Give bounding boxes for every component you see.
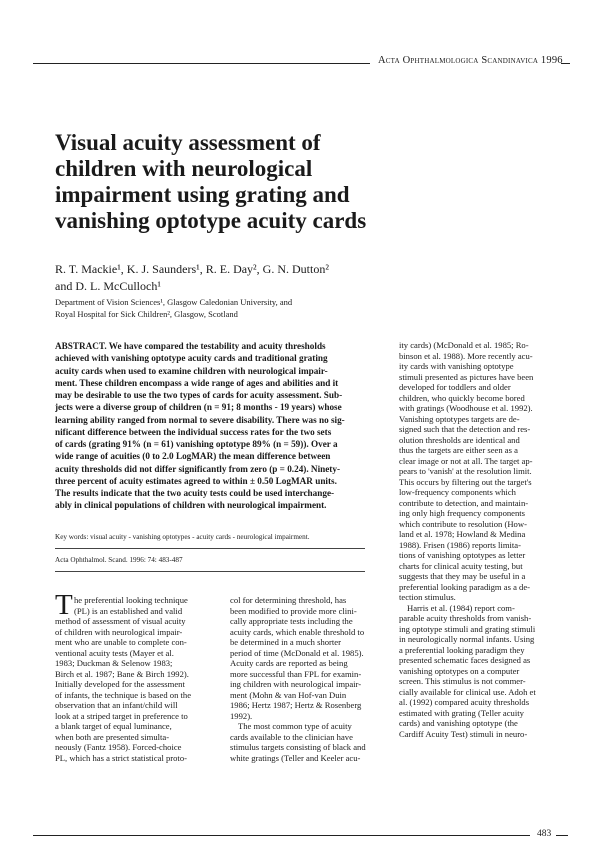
body-line: ing children with neurological impair-: [230, 679, 362, 689]
abstract-line: ABSTRACT. We have compared the testability and acuity thresholds: [55, 341, 326, 351]
body-line: neously (Fantz 1958). Forced-choice: [55, 742, 182, 752]
body-line: be determined in a much shorter: [230, 637, 341, 647]
body-line: cally appropriate tests including the: [230, 616, 353, 626]
body-line: ment (Mohn & van Hof-van Duin: [230, 689, 347, 700]
body-line: cially available for clinical use. Adoh et: [399, 686, 536, 697]
body-line: low-frequency components which: [399, 487, 516, 497]
authors: [55, 261, 329, 294]
abstract-line: achieved with vanishing optotype acuity cards and traditional grating: [55, 353, 328, 364]
body-line: Birch et al. 1987; Bane & Birch 1992).: [55, 668, 189, 679]
body-line: presented schematic faces designed as: [399, 655, 531, 665]
body-line: 1986; Hertz 1987; Hertz & Rosenberg: [230, 700, 362, 710]
keywords: Key words: visual acuity - vanishing optotypes - acuity cards - neurological impairment.: [55, 533, 310, 541]
title-line: impairment using grating and: [55, 182, 350, 207]
body-line: look at a striped target in preference to: [55, 710, 188, 721]
authors-line: R. T. Mackie¹, K. J. Saunders¹, R. E. Day², G. N. Dutton²: [55, 262, 329, 276]
footer-rule: [33, 835, 530, 836]
body-line: estimated with grating (Teller acuity: [399, 707, 524, 718]
abstract-line: acuity cards when used to examine children with neurological impair-: [55, 365, 328, 376]
body-line: acuity cards, which enable threshold to: [230, 626, 365, 637]
body-line: parable acuity thresholds from vanish-: [399, 613, 532, 623]
affiliations: [55, 297, 292, 320]
body-line: suggests that they may be useful in a: [399, 571, 526, 581]
body-line: of children with neurological impair-: [55, 626, 183, 637]
body-line: olution thresholds are identical and: [399, 434, 520, 445]
body-line: binson et al. 1988). More recently acu-: [399, 350, 533, 361]
abstract-line: jects were a diverse group of children (n = 91; 8 months - 19 years) whose: [55, 402, 342, 413]
body-line: land et al. 1978; Howland & Medina: [399, 529, 526, 539]
abstract-line: learning ability ranged from normal to severe disability. There was no sig-: [55, 414, 345, 425]
body-line: thus the targets are either seen as a: [399, 445, 518, 455]
body-line: PL, which has a strict statistical proto-: [55, 752, 187, 763]
body-line: col for determining threshold, has: [230, 595, 347, 605]
body-column-1: [55, 595, 225, 763]
body-line: The most common type of acuity: [238, 721, 352, 731]
title-line: children with neurological: [55, 156, 313, 181]
body-column-3: [399, 340, 539, 739]
body-line: developed for toddlers and older: [399, 382, 511, 392]
body-line: with gratings (Woodhouse et al. 1992).: [399, 403, 533, 413]
keywords-rule: [55, 548, 365, 549]
journal-reference: Acta Ophthalmol. Scand. 1996: 74: 483-487: [55, 556, 183, 564]
body-line: tection stimulus.: [399, 592, 456, 602]
body-line: children, who quickly become bored: [399, 392, 525, 403]
body-line: pears to 'vanish' at the resolution limit.: [399, 466, 532, 476]
body-line: charts for clinical acuity testing, but: [399, 560, 523, 571]
body-line: This occurs by filtering out the target's: [399, 476, 532, 487]
body-line: ventional acuity tests (Mayer et al.: [55, 647, 174, 658]
abstract-line: The results indicate that the two acuity tests could be used interchange-: [55, 488, 335, 498]
drop-cap: T: [55, 589, 73, 621]
body-line: ing optotype stimuli and grating stimuli: [399, 623, 536, 634]
affiliation-line: Royal Hospital for Sick Children², Glasgow, Scotland: [55, 308, 238, 319]
body-line: 1983; Duckman & Selenow 1983;: [55, 658, 173, 668]
abstract-line: nificant difference between the individual success rates for the two sets: [55, 426, 332, 437]
abstract-line: may be desirable to use the two types of cards for acuity assessment. Sub-: [55, 390, 343, 400]
body-line: ity cards) (McDonald et al. 1985; Ro-: [399, 340, 529, 350]
body-line: in neurologically normal infants. Using: [399, 634, 535, 644]
body-line: been modified to provide more clini-: [230, 605, 357, 616]
reference-rule: [55, 571, 365, 572]
body-line: a blank target of equal luminance,: [55, 721, 172, 731]
body-line: al. (1992) compared acuity thresholds: [399, 697, 530, 707]
body-line: contribute to detection, and maintain-: [399, 497, 529, 508]
title-line: vanishing optotype acuity cards: [55, 208, 367, 233]
body-line: signed such that the detection and res-: [399, 424, 531, 434]
header-rule: [33, 63, 370, 64]
article-title: [55, 130, 400, 234]
affiliation-line: Department of Vision Sciences¹, Glasgow Caledonian University, and: [55, 297, 293, 307]
abstract-line: of cards (grating 91% (n = 61) vanishing optotype 89% (n = 59)). Over a: [55, 439, 338, 449]
body-line: clear image or not at all. The target ap-: [399, 455, 533, 466]
body-line: white gratings (Teller and Keeler acu-: [230, 752, 361, 763]
authors-line: and D. L. McCulloch¹: [55, 278, 161, 293]
body-line: Vanishing optotypes targets are de-: [399, 413, 520, 424]
body-line: screen. This stimulus is not commer-: [399, 676, 526, 686]
body-line: which contribute to resolution (How-: [399, 518, 527, 529]
body-line: stimulus targets consisting of black and: [230, 742, 366, 752]
title-line: Visual acuity assessment of: [55, 130, 321, 155]
body-line: cards) and vanishing optotype (the: [399, 718, 518, 728]
body-line: (PL) is an established and valid: [74, 605, 183, 616]
body-line: preferential looking paradigm as a de-: [399, 581, 531, 592]
body-line: method of assessment of visual acuity: [55, 616, 186, 626]
body-line: 1988). Frisen (1986) reports limita-: [399, 539, 521, 550]
body-line: more successful than FPL for examin-: [230, 668, 362, 679]
page-number: 483: [537, 829, 552, 839]
journal-header: Acta Ophthalmologica Scandinavica 1996: [378, 55, 563, 66]
body-line: a preferential looking paradigm they: [399, 644, 525, 655]
body-line: vanishing optotypes on a computer: [399, 665, 520, 676]
abstract-line: acuity thresholds did not differ significantly from zero (p = 0.24). Ninety-: [55, 463, 341, 474]
body-line: cards available to the clinician have: [230, 731, 353, 742]
abstract-line: three percent of acuity estimates agreed to within ± 0.50 LogMAR units.: [55, 475, 337, 486]
abstract-line: ment. These children encompass a wide range of ages and abilities and it: [55, 377, 339, 388]
body-line: ity cards with vanishing optotype: [399, 361, 514, 371]
body-line: stimuli presented as pictures have been: [399, 371, 534, 382]
header-rule-tail: [561, 63, 570, 64]
body-line: observation that an infant/child will: [55, 700, 178, 710]
body-line: ing only high frequency components: [399, 508, 526, 518]
body-column-2: [230, 595, 368, 763]
body-line: Harris et al. (1984) report com-: [407, 602, 515, 613]
abstract-line: wide range of acuities (0 to 2.0 LogMAR) the mean difference between: [55, 451, 331, 462]
body-line: period of time (McDonald et al. 1985).: [230, 647, 364, 658]
body-line: Initially developed for the assessment: [55, 679, 185, 689]
body-line: 1992).: [230, 710, 253, 721]
body-line: Acuity cards are reported as being: [230, 658, 348, 668]
body-line: ment who are unable to complete con-: [55, 637, 187, 647]
abstract: [55, 340, 361, 512]
body-line: when both are presented simulta-: [55, 731, 170, 742]
body-line: Cardiff Acuity Test) stimuli in neuro-: [399, 728, 528, 739]
footer-rule-tail: [556, 835, 568, 836]
body-line: he preferential looking technique: [74, 595, 188, 605]
abstract-line: ably in clinical populations of children with neurological impairment.: [55, 500, 327, 511]
body-line: of infants, the technique is based on the: [55, 689, 192, 700]
body-line: tions of vanishing optotypes as letter: [399, 550, 526, 560]
